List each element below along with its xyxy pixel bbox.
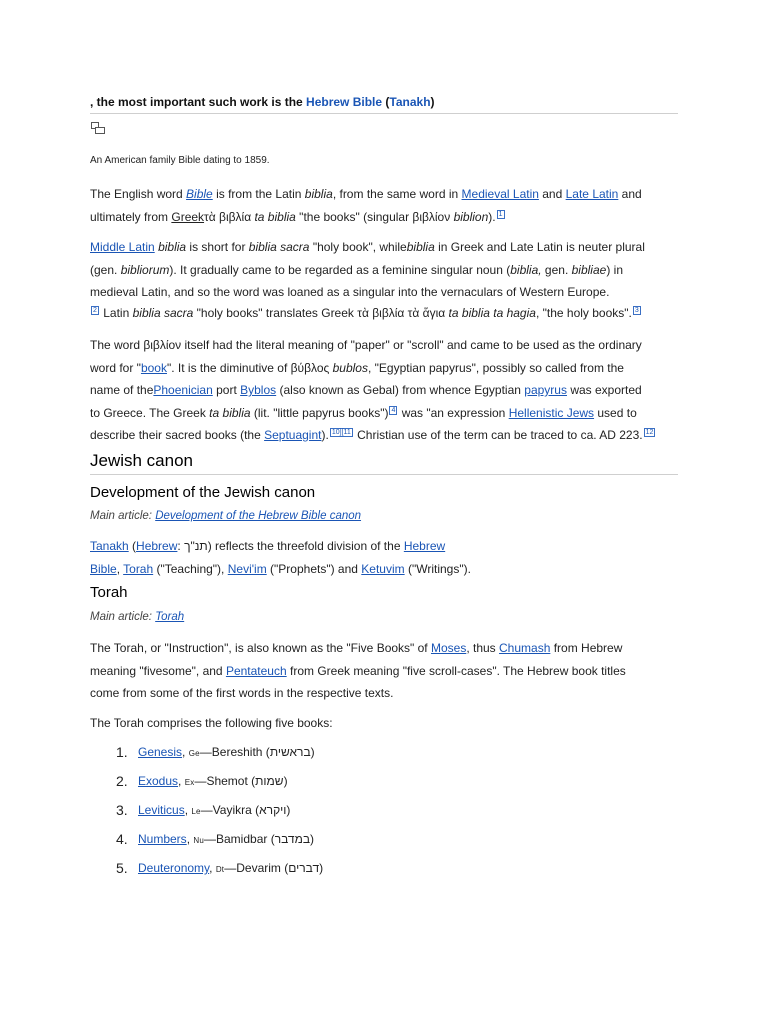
- image-enlarge-icon[interactable]: [91, 122, 105, 134]
- divider: [90, 113, 678, 114]
- reference-link[interactable]: 2: [93, 306, 97, 314]
- link-moses[interactable]: Moses: [430, 641, 467, 655]
- heading-torah: Torah: [90, 584, 128, 601]
- list-item: 5. Deuteronomy, Dt—Devarim (דברים): [116, 860, 324, 876]
- link-hebrew-bible[interactable]: Hebrew Bible: [306, 95, 383, 109]
- reference-link[interactable]: 4: [391, 406, 396, 414]
- link-deuteronomy[interactable]: Deuteronomy: [138, 861, 210, 875]
- heading-jewish-canon: Jewish canon: [90, 451, 194, 470]
- torah-paragraph: The Torah, or "Instruction", is also known as the "Five Books" of Moses, thus Chumash from Hebrew meaning "fivesome", and Pentateuch from Greek meaning "five scroll-cases". The Hebrew book titles come from some of the first words in the respective texts.: [90, 641, 626, 700]
- torah-books-list: [90, 740, 323, 885]
- link-book[interactable]: book: [140, 360, 167, 375]
- list-item: 2. Exodus, Ex—Shemot (שמות): [116, 773, 288, 789]
- image-caption: An American family Bible dating to 1859.: [90, 155, 270, 166]
- link-papyrus[interactable]: papyrus: [524, 383, 567, 397]
- link-septuagint[interactable]: Septuagint: [264, 428, 322, 442]
- link-byblos[interactable]: Byblos: [240, 383, 277, 397]
- reference-link[interactable]: 1: [498, 210, 503, 218]
- link-medieval-latin[interactable]: Medieval Latin: [461, 187, 539, 201]
- link-tanakh[interactable]: Tanakh: [90, 539, 129, 553]
- reference-link[interactable]: 10][11: [331, 429, 351, 436]
- link-tanakh[interactable]: Tanakh: [389, 95, 431, 109]
- list-item: 1. Genesis, Ge—Bereshith (בראשית): [116, 744, 315, 760]
- heading-development-jewish-canon: Development of the Jewish canon: [90, 484, 316, 501]
- link-phoenician[interactable]: Phoenician: [153, 383, 213, 397]
- main-article-note: Main article: Torah: [90, 611, 185, 623]
- link-bible[interactable]: Bible: [186, 187, 213, 201]
- divider: [90, 474, 678, 475]
- list-item: 3. Leviticus, Le—Vayikra (ויקרא): [116, 802, 291, 818]
- link-late-latin[interactable]: Late Latin: [565, 187, 619, 201]
- link-leviticus[interactable]: Leviticus: [138, 803, 185, 817]
- link-torah[interactable]: Torah: [155, 611, 185, 623]
- link-neviim[interactable]: Nevi'im: [227, 561, 267, 576]
- tanakh-paragraph: Tanakh (Hebrew: תנ"ך) reflects the threefold division of the Hebrew Bible, Torah ("Teaching"), Nevi'im ("Prophets") and Ketuvim ("Writings").: [90, 539, 471, 576]
- link-hebrew-bible[interactable]: Bible: [90, 561, 117, 576]
- link-genesis[interactable]: Genesis: [138, 745, 183, 759]
- link-hebrew[interactable]: Hebrew: [136, 539, 178, 553]
- link-hebrew-bible[interactable]: Hebrew: [403, 539, 446, 553]
- reference-link[interactable]: 3: [634, 306, 639, 314]
- etymology-paragraph-3: The word βιβλίον itself had the literal meaning of "paper" or "scroll" and came to be used as the ordinary word for "book". It is the diminutive of βύβλος bublos, "Egyptian papyrus", possibly so called from the name of thePhoenician port Byblos (also known as Gebal) from whence Egyptian papyrus was exported to Greece. The Greek ta biblia (lit. "little papyrus books") 4 was "an expression Hellenistic Jews used to describe their sacred books (the Septuagint). 10][11 Christian use of the term can be traced to ca. AD 223. 12: [90, 338, 654, 442]
- link-hellenistic-jews[interactable]: Hellenistic Jews: [508, 405, 595, 420]
- link-middle-latin[interactable]: Middle Latin: [90, 240, 155, 254]
- etymology-paragraph-2: Middle Latin biblia is short for biblia sacra "holy book", whilebiblia in Greek and Late Latin is neuter plural (gen. bibliorum). It gradually came to be regarded as a feminine singular noun (biblia, gen. bibliae) in medieval Latin, and so the word was loaned as a singular into the vernaculars of Western Europe. 2 Latin biblia sacra "holy books" translates Greek τὰ βιβλία τὰ ἅγια ta biblia ta hagia, "the holy books". 3: [90, 240, 645, 320]
- link-numbers[interactable]: Numbers: [138, 832, 187, 846]
- list-item: 4. Numbers, Nu—Bamidbar (במדבר): [116, 831, 314, 847]
- link-chumash[interactable]: Chumash: [499, 641, 551, 655]
- link-exodus[interactable]: Exodus: [138, 774, 179, 788]
- link-torah[interactable]: Torah: [123, 561, 154, 576]
- reference-link[interactable]: 12: [645, 429, 654, 436]
- torah-books-intro: The Torah comprises the following five books:: [90, 716, 333, 730]
- main-article-note: Main article: Development of the Hebrew Bible canon: [90, 510, 362, 522]
- link-development-hebrew-bible-canon[interactable]: Development of the Hebrew Bible canon: [155, 510, 362, 522]
- etymology-paragraph-1: The English word Bible is from the Latin biblia, from the same word in Medieval Latin and Late Latin and ultimately from Greekτὰ βιβλία ta biblia "the books" (singular βιβλίον biblion). 1: [90, 187, 642, 224]
- link-pentateuch[interactable]: Pentateuch: [225, 663, 287, 678]
- link-ketuvim[interactable]: Ketuvim: [361, 561, 405, 576]
- intro-line: , the most important such work is the Hebrew Bible (Tanakh): [90, 95, 435, 109]
- link-greek[interactable]: Greek: [171, 209, 205, 224]
